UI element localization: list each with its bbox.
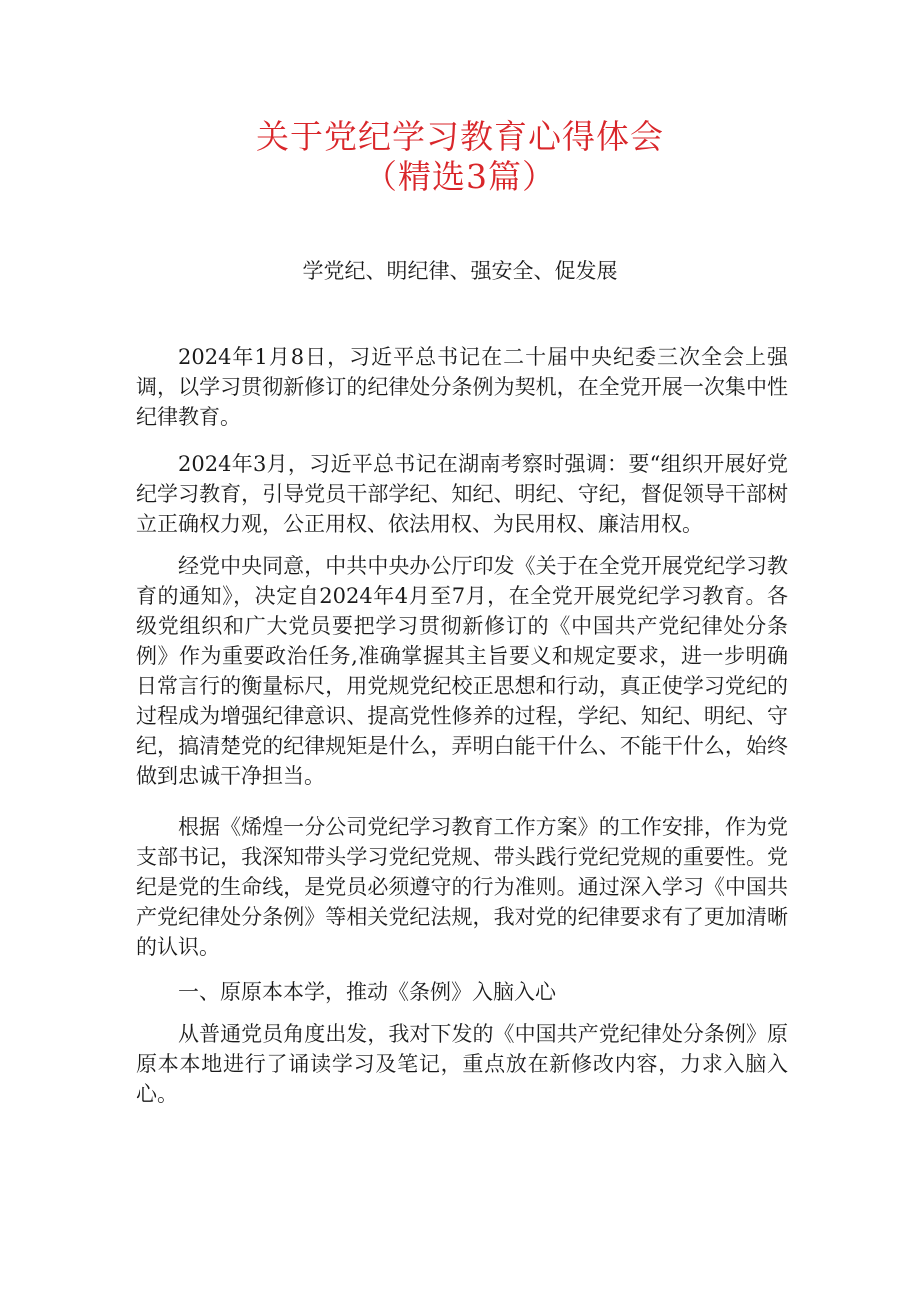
paragraph: 2024年1月8日，习近平总书记在二十届中央纪委三次全会上强调，以学习贯彻新修订的纪律处分条例为契机，在全党开展一次集中性纪律教育。: [136, 345, 788, 429]
paragraph: 从普通党员角度出发，我对下发的《中国共产党纪律处分条例》原原本本地进行了诵读学习及笔记，重点放在新修改内容，力求入脑入心。: [136, 1022, 788, 1106]
paragraph: 2024年3月，习近平总书记在湖南考察时强调：要“组织开展好党纪学习教育，引导党员干部学纪、知纪、明纪、守纪，督促领导干部树立正确权力观，公正用权、依法用权、为民用权、廉洁用权。: [136, 452, 788, 536]
document-subtitle: 学党纪、明纪律、强安全、促发展: [302, 259, 618, 283]
section-heading: 一、原原本本学，推动《条例》入脑入心: [178, 980, 556, 1004]
document-title-suffix: （精选3篇）: [364, 157, 556, 196]
document-title: 关于党纪学习教育心得体会: [256, 117, 664, 156]
paragraph: 经党中央同意，中共中央办公厅印发《关于在全党开展党纪学习教育的通知》，决定自2024年4月至7月，在全党开展党纪学习教育。各级党组织和广大党员要把学习贯彻新修订的《中国共产党纪律处分条例》作为重要政治任务,准确掌握其主旨要义和规定要求，进一步明确日常言行的衡量标尺，用党规党纪校正思想和行动，真正使学习党纪的过程成为增强纪律意识、提高党性修养的过程，学纪、知纪、明纪、守纪，搞清楚党的纪律规矩是什么，弄明白能干什么、不能干什么，始终做到忠诚干净担当。: [136, 554, 788, 788]
paragraph: 根据《烯煌一分公司党纪学习教育工作方案》的工作安排，作为党支部书记，我深知带头学习党纪党规、带头践行党纪党规的重要性。党纪是党的生命线，是党员必须遵守的行为准则。通过深入学习《中国共产党纪律处分条例》等相关党纪法规，我对党的纪律要求有了更加清晰的认识。: [136, 815, 788, 959]
